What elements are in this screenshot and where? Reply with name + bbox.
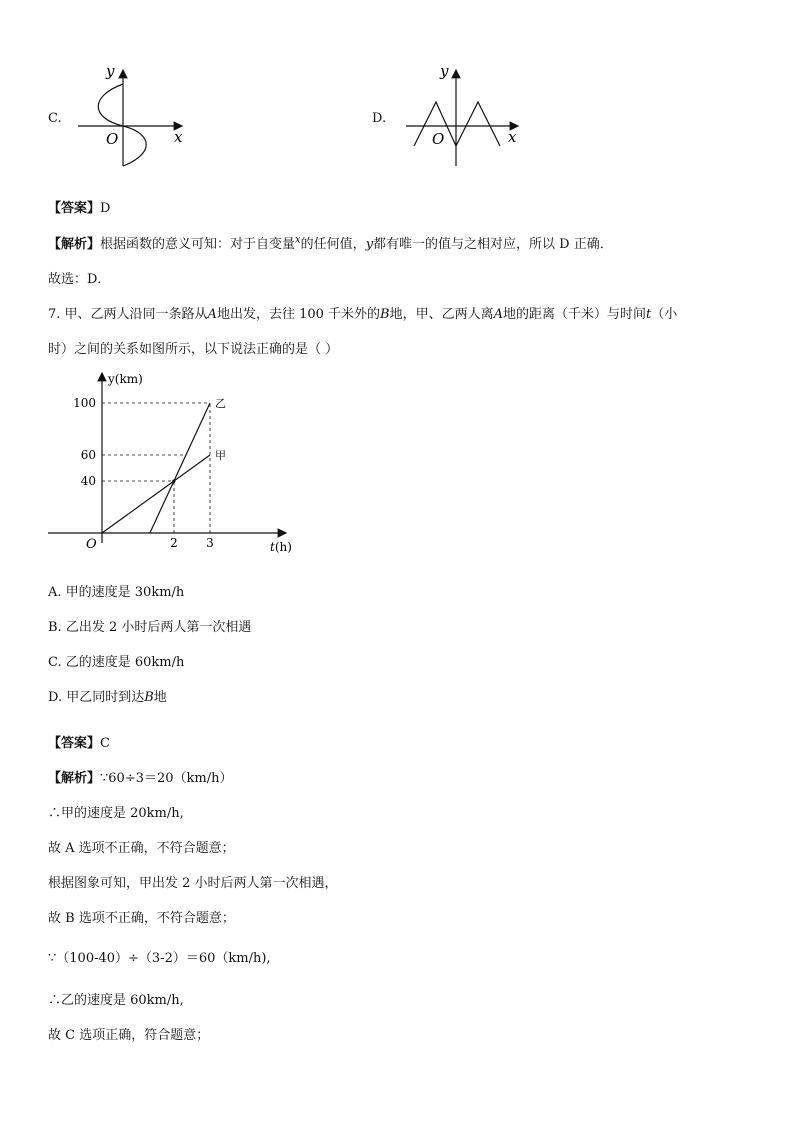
chart-x-label-var: t (270, 540, 275, 554)
q7-analysis-line-6: ∵（100-40）÷（3-2）＝60（km/h), (48, 951, 271, 966)
chart-x-label-unit: (h) (274, 540, 292, 554)
x-tick-label-1: 3 (206, 536, 214, 550)
q7-analysis-line-1 (48, 767, 233, 786)
graph-d (400, 60, 530, 170)
q7-analysis-line-8: 故 C 选项正确，符合题意； (48, 1028, 210, 1043)
graph-c-curve (98, 84, 146, 166)
series-line-1 (150, 403, 210, 533)
graph-c (70, 60, 200, 170)
series-line-0 (102, 455, 210, 533)
q7-stem-part-c: 地，甲、乙两人离 (389, 307, 494, 322)
q7-analysis-line-2: ∴甲的速度是 20km/h, (48, 806, 184, 821)
q7-analysis-text-1: ∵60÷3＝20（km/h） (100, 771, 233, 786)
graph-c-y-label: y (106, 62, 115, 80)
graph-d-x-label: x (508, 128, 517, 146)
y-tick-label-2: 100 (73, 396, 96, 410)
chart-y-label: y(km) (108, 372, 143, 386)
q7-answer-value: C (100, 736, 110, 751)
q7-option-d-prefix: D. 甲乙同时到达 (48, 690, 145, 705)
q6-answer (48, 197, 110, 216)
q7-analysis-line-4: 根据图象可知，甲出发 2 小时后两人第一次相遇， (48, 876, 338, 891)
q7-stem-part-d: 地的距离（千米）与时间 (502, 307, 646, 322)
chart-x-label (270, 540, 292, 554)
q7-answer (48, 732, 110, 751)
chart-series (102, 397, 226, 533)
q7-stem-point-a2: A (493, 307, 503, 322)
chart-guides (102, 403, 210, 533)
q7-stem-point-a: A (207, 307, 217, 322)
graph-d-origin: O (432, 130, 445, 148)
q7-option-a: A. 甲的速度是 30km/h (48, 585, 185, 600)
q7-analysis-tag: 【解析】 (48, 771, 101, 786)
q6-analysis-tag: 【解析】 (48, 237, 101, 252)
q7-analysis-line-7: ∴乙的速度是 60km/h, (48, 993, 184, 1008)
y-tick-label-1: 60 (80, 448, 96, 462)
chart-origin: O (86, 537, 97, 552)
q6-analysis-text-2: 的任何值， (300, 237, 366, 252)
q7-stem-point-b: B (380, 307, 390, 322)
option-d-label: D. (372, 111, 387, 126)
series-label-1: 乙 (215, 397, 226, 410)
q6-conclusion: 故选：D． (48, 272, 111, 287)
graph-c-origin: O (106, 130, 119, 148)
q7-stem-part-b: 地出发，去往 100 千米外的 (216, 307, 381, 322)
q7-stem-part-a: 7. 甲、乙两人沿同一条路从 (48, 307, 208, 322)
q6-answer-tag: 【答案】 (48, 201, 101, 216)
q7-stem-var-t: t (646, 307, 652, 322)
series-label-0: 甲 (215, 449, 226, 462)
q7-analysis-line-5: 故 B 选项不正确，不符合题意； (48, 911, 235, 926)
q7-option-d-suffix: 地 (153, 690, 167, 705)
q7-option-d (48, 686, 167, 705)
q6-analysis-text-3: 都有唯一的值与之相对应，所以 D 正确． (373, 237, 613, 252)
q7-stem-part-e: （小 (651, 307, 678, 322)
q7-option-c: C. 乙的速度是 60km/h (48, 655, 185, 670)
q7-stem-line-1 (48, 303, 677, 322)
q6-analysis-var-y: y (365, 237, 374, 252)
x-tick-label-0: 2 (170, 536, 178, 550)
y-tick-label-0: 40 (80, 474, 96, 488)
q7-analysis-line-3: 故 A 选项不正确，不符合题意； (48, 841, 235, 856)
intersection-point (172, 479, 175, 482)
q7-option-b: B. 乙出发 2 小时后两人第一次相遇 (48, 620, 252, 635)
q7-chart (40, 365, 310, 560)
q7-option-d-point-b: B (144, 690, 154, 705)
graph-d-y-label: y (440, 62, 449, 80)
q6-analysis (48, 233, 613, 252)
q7-stem-line-2: 时）之间的关系如图所示，以下说法正确的是（ ） (48, 342, 339, 357)
chart-ticks (73, 396, 214, 550)
graph-c-x-label: x (174, 128, 183, 146)
graph-d-curve (414, 102, 500, 146)
q6-analysis-var-x: x (295, 234, 301, 246)
q6-answer-value: D (100, 201, 111, 216)
q7-answer-tag: 【答案】 (48, 736, 101, 751)
q6-analysis-text-1: 根据函数的意义可知：对于自变量 (100, 237, 296, 252)
option-c-label: C. (48, 111, 62, 126)
